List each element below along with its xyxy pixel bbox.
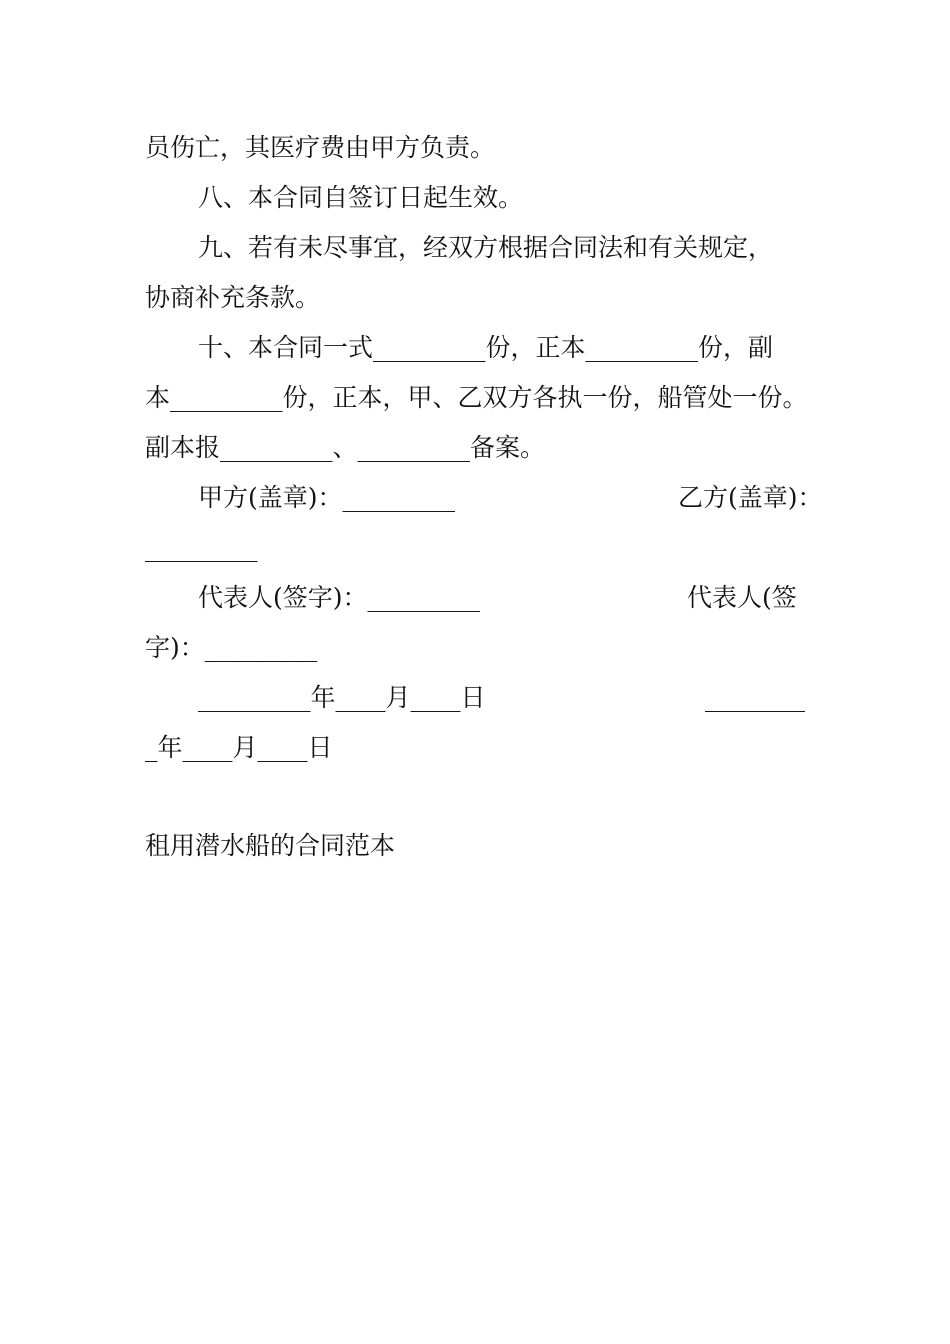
party-b-date-blank: ________ (705, 683, 805, 712)
document-title: 租用潜水船的合同范本 (145, 831, 396, 860)
text-line-1: 员伤亡，其医疗费由甲方负责。 (145, 133, 496, 162)
text-line-clause-10-cont-2: 副本报_________、_________备案。 (145, 433, 546, 462)
text-line-clause-9-cont: 协商补充条款。 (145, 283, 321, 312)
text-line-clause-8: 八、本合同自签订日起生效。 (198, 183, 524, 212)
party-b-representative-cont: 字)：_________ (145, 633, 318, 662)
party-a-seal: 甲方(盖章)：_________ (198, 483, 456, 512)
party-a-representative: 代表人(签字)：_________ (198, 583, 481, 612)
party-a-date: _________年____月____日 (198, 683, 486, 712)
text-line-clause-10: 十、本合同一式_________份，正本_________份，副 (198, 333, 774, 362)
party-b-seal-blank: _________ (145, 533, 258, 562)
party-b-representative: 代表人(签 (687, 583, 797, 612)
text-line-clause-9: 九、若有未尽事宜，经双方根据合同法和有关规定， (198, 233, 774, 262)
party-b-seal: 乙方(盖章)： (678, 483, 823, 512)
text-line-clause-10-cont: 本_________份，正本，甲、乙双方各执一份，船管处一份。 (145, 383, 808, 412)
party-b-date: _年____月____日 (145, 733, 333, 762)
